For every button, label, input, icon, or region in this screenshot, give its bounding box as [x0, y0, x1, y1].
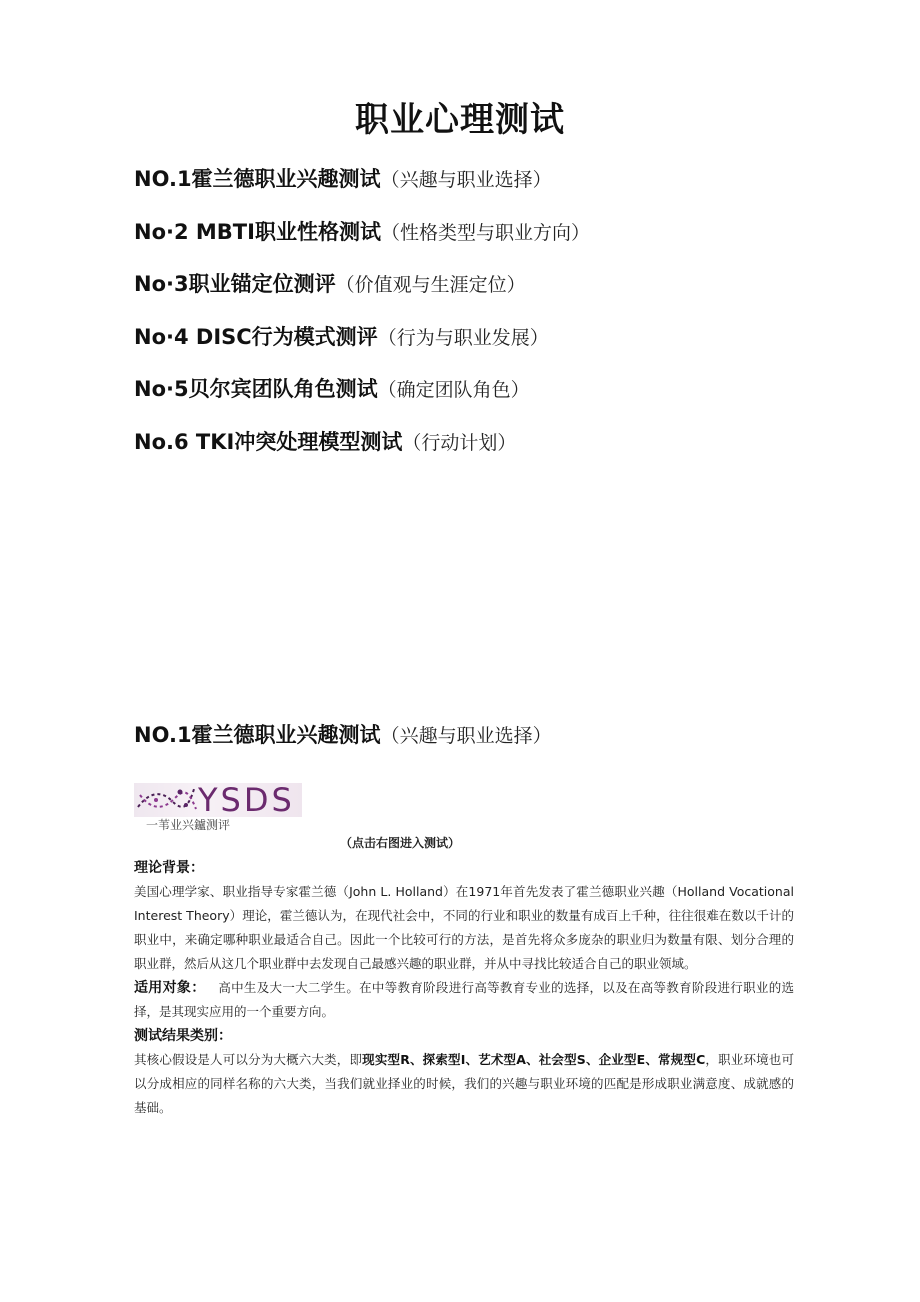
toc-item-subtitle: （价值观与生涯定位）: [335, 274, 526, 296]
toc-item-title: No·2 MBTI职业性格测试: [134, 219, 381, 244]
section-heading-title: NO.1霍兰德职业兴趣测试: [134, 723, 381, 747]
toc-item-belbin[interactable]: [134, 370, 894, 423]
click-hint: [0, 834, 800, 851]
result-types: 现实型R、探索型I、艺术型A、社会型S、企业型E、常规型C: [362, 1052, 706, 1067]
click-hint-text: （点击右图进入测试）: [339, 836, 460, 850]
section-heading-subtitle: （兴趣与职业选择）: [380, 725, 552, 747]
toc-item-disc[interactable]: [134, 318, 894, 371]
toc-item-title: No·3职业锚定位测评: [134, 272, 336, 296]
toc-item-holland[interactable]: [134, 160, 894, 213]
toc-item-subtitle: （行动计划）: [402, 431, 517, 454]
background-label: 理论背景：: [134, 860, 204, 876]
background-paragraph: 美国心理学家、职业指导专家霍兰德（John L. Holland）在1971年首先发表了霍兰德职业兴趣（Holland Vocational Interest Theory）理论，霍兰德认为，在现代社会中，不同的行业和职业的数量有成百上千种，往往很难在数以千计的职业中，来确定哪种职业最适合自己。因此一个比较可行的方法，是首先将众多庞杂的职业归为数量有限、划分合理的职业群，然后从这几个职业群中去发现自己最感兴趣的职业群，并从中寻找比较适合自己的职业领域。: [134, 884, 794, 971]
toc-item-mbti[interactable]: [134, 213, 894, 266]
article-body: [134, 856, 794, 1120]
toc-item-title: No·5贝尔宾团队角色测试: [134, 377, 378, 401]
toc-item-career-anchor[interactable]: [134, 265, 894, 318]
result-paragraph: [134, 1048, 794, 1120]
toc-item-subtitle: （确定团队角色）: [377, 379, 530, 401]
table-of-contents: [134, 160, 894, 475]
page-title: 职业心理测试: [355, 100, 565, 140]
ysds-logo-link[interactable]: [134, 783, 304, 833]
toc-item-subtitle: （兴趣与职业选择）: [380, 169, 552, 191]
section-heading: [134, 716, 894, 756]
audience-label: 适用对象：: [134, 980, 206, 996]
toc-item-tki[interactable]: [134, 423, 894, 476]
logo-wordmark: YSDS: [198, 781, 295, 819]
toc-item-title: NO.1霍兰德职业兴趣测试: [134, 167, 381, 191]
result-text-intro: 其核心假设是人可以分为大概六大类，即: [134, 1052, 363, 1067]
toc-item-subtitle: （行为与职业发展）: [377, 326, 549, 349]
audience-text: 高中生及大一大二学生。在中等教育阶段进行高等教育专业的选择，以及在高等教育阶段进行职业的选择，是其现实应用的一个重要方向。: [134, 980, 794, 1019]
dna-helix-icon: [136, 783, 198, 817]
result-label: 测试结果类别：: [134, 1028, 232, 1044]
result-text-rest: ，职业环境也可以分成相应的同样名称的六大类，当我们就业择业的时候，我们的兴趣与职业环境的匹配是形成职业满意度、成就感的基础。: [134, 1052, 794, 1115]
toc-item-subtitle: （性格类型与职业方向）: [380, 221, 590, 244]
toc-item-title: No·4 DISC行为模式测评: [134, 324, 378, 349]
logo-caption: 一苇业兴鑪测评: [146, 818, 231, 832]
audience-paragraph: [134, 976, 794, 1024]
toc-item-title: No.6 TKI冲突处理模型测试: [134, 429, 403, 454]
